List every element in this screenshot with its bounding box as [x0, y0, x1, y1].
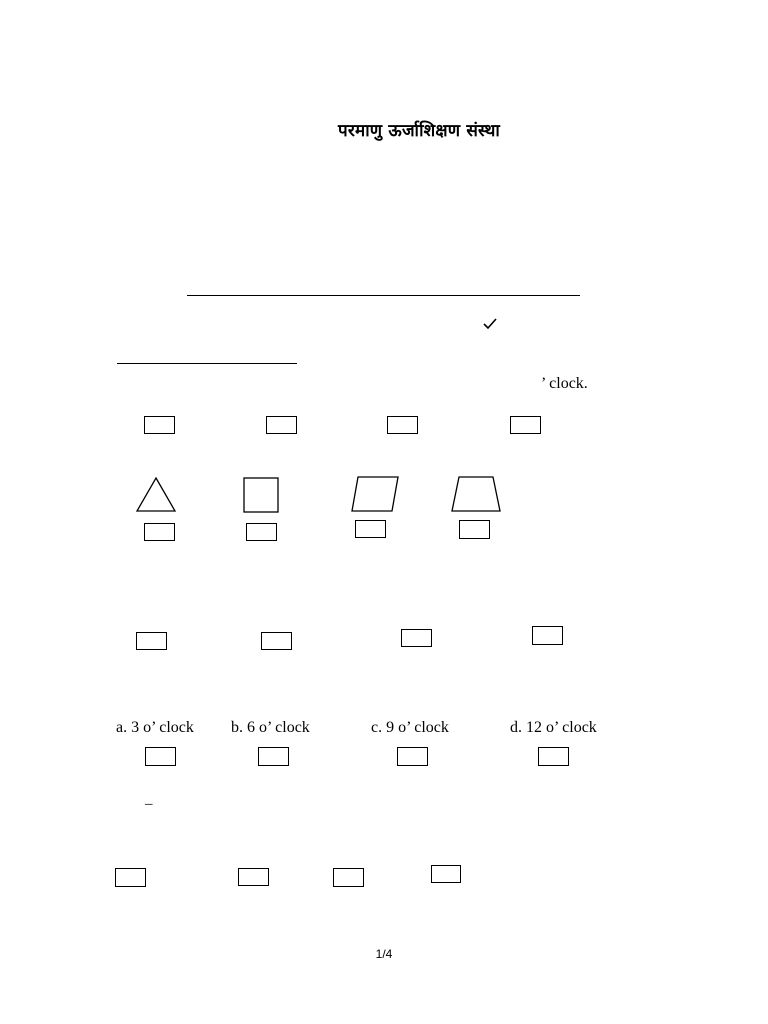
answer-box[interactable] [387, 416, 418, 434]
answer-box[interactable] [115, 868, 146, 887]
answer-box[interactable] [261, 632, 292, 650]
answer-box[interactable] [401, 629, 432, 647]
name-underline [187, 295, 580, 296]
answer-box[interactable] [510, 416, 541, 434]
answer-box[interactable] [258, 747, 289, 766]
answer-box[interactable] [136, 632, 167, 650]
answer-box[interactable] [246, 523, 277, 541]
square-icon [242, 476, 280, 514]
checkmark-icon [482, 317, 498, 331]
page-number: 1/4 [375, 947, 393, 961]
question-clock-text: ’ clock. [541, 375, 588, 392]
triangle-icon [134, 475, 178, 513]
option-d: d. 12 o’ clock [510, 719, 597, 736]
page-title: परमाणु ऊर्जाशिक्षण संस्था [338, 121, 500, 141]
answer-box[interactable] [431, 865, 461, 883]
option-a: a. 3 o’ clock [116, 719, 194, 736]
dash-mark: – [145, 796, 153, 812]
answer-box[interactable] [266, 416, 297, 434]
answer-box[interactable] [144, 523, 175, 541]
answer-box[interactable] [144, 416, 175, 434]
section-heading-underline [117, 363, 297, 364]
answer-box[interactable] [238, 868, 269, 886]
answer-box[interactable] [538, 747, 569, 766]
parallelogram-icon [349, 474, 401, 514]
answer-box[interactable] [532, 626, 563, 645]
answer-box[interactable] [397, 747, 428, 766]
answer-box[interactable] [333, 868, 364, 887]
option-c: c. 9 o’ clock [371, 719, 449, 736]
option-b: b. 6 o’ clock [231, 719, 310, 736]
answer-box[interactable] [355, 520, 386, 538]
trapezium-icon [449, 474, 503, 514]
answer-box[interactable] [145, 747, 176, 766]
answer-box[interactable] [459, 520, 490, 539]
